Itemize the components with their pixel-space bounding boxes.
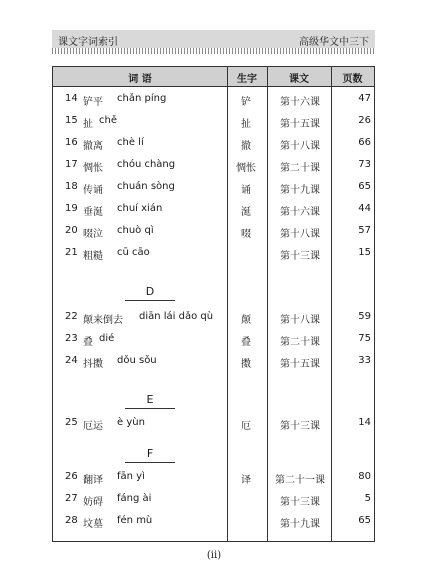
row-char: 颠 xyxy=(241,315,251,326)
row-word: 妨碍 xyxy=(83,497,103,508)
row-lesson: 第十八课 xyxy=(280,229,320,240)
row-number: 17 xyxy=(65,159,78,170)
row-char: 厄 xyxy=(241,421,251,432)
row-page: 59 xyxy=(358,311,371,322)
row-pinyin: diān lái dǎo qù xyxy=(139,311,214,322)
row-lesson: 第十九课 xyxy=(280,519,320,530)
row-word: 垂涎 xyxy=(83,207,103,218)
row-char: 译 xyxy=(241,475,251,486)
row-word: 翻译 xyxy=(83,475,103,486)
table-row xyxy=(53,177,374,199)
row-number: 16 xyxy=(65,137,78,148)
row-char: 铲 xyxy=(241,97,251,108)
row-pinyin: chě xyxy=(99,115,117,126)
row-lesson: 第十九课 xyxy=(280,185,320,196)
section-underline xyxy=(125,300,175,301)
table-row xyxy=(53,329,374,351)
row-lesson: 第二十课 xyxy=(280,337,320,348)
row-number: 19 xyxy=(65,203,78,214)
row-pinyin: chǎn píng xyxy=(117,93,167,104)
table-row xyxy=(53,111,374,133)
page-header xyxy=(52,30,375,48)
row-page: 14 xyxy=(358,417,371,428)
table-row xyxy=(53,199,374,221)
row-lesson: 第十五课 xyxy=(280,119,320,130)
row-number: 27 xyxy=(65,493,78,504)
row-number: 15 xyxy=(65,115,78,126)
row-word: 传诵 xyxy=(83,185,103,196)
row-pinyin: dié xyxy=(99,333,115,344)
row-char: 擞 xyxy=(241,359,251,370)
table-row xyxy=(53,467,374,489)
header-left-title: 课文字词索引 xyxy=(58,37,118,48)
table-row xyxy=(53,89,374,111)
table-header-row xyxy=(53,67,374,87)
row-word: 铲平 xyxy=(83,97,103,108)
row-pinyin: dǒu sǒu xyxy=(117,355,157,366)
row-page: 80 xyxy=(358,471,371,482)
row-page: 5 xyxy=(364,493,371,504)
table-row xyxy=(53,307,374,329)
table-row xyxy=(53,511,374,533)
row-word: 撤离 xyxy=(83,141,103,152)
table-row xyxy=(53,489,374,511)
table-row xyxy=(53,133,374,155)
table-row xyxy=(53,221,374,243)
row-lesson: 第十八课 xyxy=(280,315,320,326)
page-number: (ii) xyxy=(206,550,222,561)
row-page: 66 xyxy=(358,137,371,148)
row-lesson: 第十三课 xyxy=(280,497,320,508)
row-lesson: 第十三课 xyxy=(280,251,320,262)
row-char: 诵 xyxy=(241,185,251,196)
table-row xyxy=(53,243,374,265)
row-word: 粗糙 xyxy=(83,251,103,262)
section-letter: E xyxy=(146,393,154,406)
row-char: 叠 xyxy=(241,337,251,348)
row-number: 20 xyxy=(65,225,78,236)
row-pinyin: è yùn xyxy=(117,417,145,428)
row-number: 28 xyxy=(65,515,78,526)
row-lesson: 第十八课 xyxy=(280,141,320,152)
row-char: 涎 xyxy=(241,207,251,218)
row-page: 57 xyxy=(358,225,371,236)
section-underline xyxy=(125,408,175,409)
row-word: 厄运 xyxy=(83,421,103,432)
row-pinyin: chè lí xyxy=(117,137,144,148)
row-lesson: 第二十一课 xyxy=(275,475,325,486)
row-number: 18 xyxy=(65,181,78,192)
row-word: 颠来倒去 xyxy=(83,315,123,326)
section-letter-d xyxy=(125,285,175,299)
row-page: 15 xyxy=(358,247,371,258)
row-lesson: 第十五课 xyxy=(280,359,320,370)
row-pinyin: chóu chàng xyxy=(117,159,176,170)
row-number: 25 xyxy=(65,417,78,428)
row-lesson: 第十三课 xyxy=(280,421,320,432)
row-lesson: 第十六课 xyxy=(280,97,320,108)
table-row xyxy=(53,413,374,435)
row-page: 33 xyxy=(358,355,371,366)
row-number: 23 xyxy=(65,333,78,344)
row-page: 47 xyxy=(358,93,371,104)
row-page: 26 xyxy=(358,115,371,126)
row-word: 叠 xyxy=(83,337,93,348)
row-pinyin: fáng ài xyxy=(117,493,152,504)
row-pinyin: chuí xián xyxy=(117,203,163,214)
row-pinyin: chuò qì xyxy=(117,225,154,236)
row-pinyin: cū cāo xyxy=(117,247,150,258)
header-right-title: 高级华文中三下 xyxy=(299,37,369,48)
row-char: 扯 xyxy=(241,119,251,130)
index-table xyxy=(52,66,375,542)
row-number: 26 xyxy=(65,471,78,482)
row-page: 65 xyxy=(358,515,371,526)
row-word: 啜泣 xyxy=(83,229,103,240)
table-row xyxy=(53,155,374,177)
column-header-page: 页数 xyxy=(342,74,363,85)
row-page: 73 xyxy=(358,159,371,170)
row-page: 75 xyxy=(358,333,371,344)
row-word: 坟墓 xyxy=(83,519,103,530)
row-word: 扯 xyxy=(83,119,93,130)
row-number: 21 xyxy=(65,247,78,258)
section-letter-e xyxy=(125,393,175,407)
row-page: 65 xyxy=(358,181,371,192)
column-header-lesson: 课文 xyxy=(289,74,309,85)
row-number: 22 xyxy=(65,311,78,322)
row-char: 撤 xyxy=(241,141,251,152)
row-word: 抖擞 xyxy=(83,359,103,370)
row-pinyin: chuán sòng xyxy=(117,181,175,192)
row-number: 24 xyxy=(65,355,78,366)
row-page: 44 xyxy=(358,203,371,214)
row-word: 惆怅 xyxy=(83,163,103,174)
row-pinyin: fān yì xyxy=(117,471,145,482)
table-row xyxy=(53,351,374,373)
row-number: 14 xyxy=(65,93,78,104)
section-letter-f xyxy=(125,447,175,461)
row-pinyin: fén mù xyxy=(117,515,153,526)
row-char: 啜 xyxy=(241,229,251,240)
row-char: 惆怅 xyxy=(236,163,256,174)
section-letter: F xyxy=(146,447,154,460)
column-header-char: 生字 xyxy=(237,74,257,85)
row-lesson: 第二十课 xyxy=(280,163,320,174)
section-underline xyxy=(125,462,175,463)
row-lesson: 第十六课 xyxy=(280,207,320,218)
header-hatch-divider xyxy=(52,48,375,54)
section-letter: D xyxy=(145,285,155,298)
column-header-word: 词 语 xyxy=(128,74,152,85)
